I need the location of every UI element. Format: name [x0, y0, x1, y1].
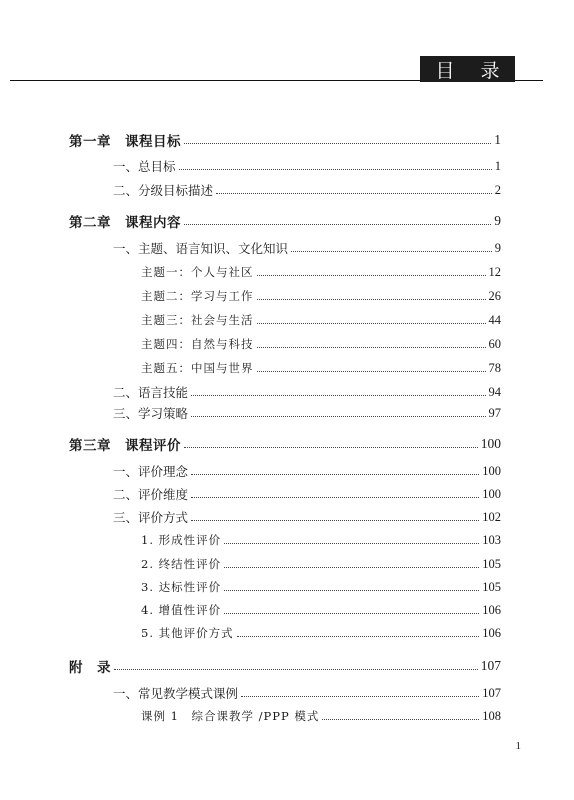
toc-entry-page: 26: [488, 288, 501, 303]
toc-entry[interactable]: [69, 213, 501, 229]
dot-leader: [257, 347, 486, 348]
toc-entry-label: 一、总目标: [113, 159, 176, 174]
dot-leader: [237, 636, 480, 637]
dot-leader: [257, 275, 486, 276]
toc-entry-page: 60: [488, 336, 501, 351]
dot-leader: [257, 299, 486, 300]
toc-entry[interactable]: [141, 556, 501, 572]
dot-leader: [191, 474, 479, 475]
toc-entry-label: 三、学习策略: [113, 406, 189, 421]
toc-entry[interactable]: [141, 625, 501, 641]
dot-leader: [114, 669, 478, 670]
toc-entry-label: 第二章 课程内容: [69, 215, 181, 231]
toc-entry[interactable]: [141, 312, 501, 328]
toc-entry[interactable]: [141, 532, 501, 548]
toc-entry[interactable]: [113, 405, 501, 421]
toc-entry-label: 1. 形成性评价: [141, 533, 222, 547]
toc-entry-page: 44: [488, 312, 501, 327]
dot-leader: [224, 613, 479, 614]
toc-entry[interactable]: [113, 509, 501, 525]
toc-entry-label: 3. 达标性评价: [141, 580, 222, 594]
toc-entry-label: 二、语言技能: [113, 385, 189, 400]
toc-entry-label: 课例 1 综合课教学 /PPP 模式: [141, 709, 320, 723]
dot-leader: [322, 719, 479, 720]
toc-entry[interactable]: [69, 132, 501, 148]
toc-entry-page: 97: [488, 405, 501, 420]
dot-leader: [191, 497, 479, 498]
toc-entry-label: 主题三：社会与生活: [141, 313, 254, 327]
toc-entry-page: 12: [488, 264, 501, 279]
toc-entry-label: 第一章 课程目标: [69, 134, 181, 150]
toc-entry-label: 第三章 课程评价: [69, 438, 181, 454]
dot-leader: [184, 447, 478, 448]
toc-entry[interactable]: [113, 182, 501, 198]
toc-entry[interactable]: [141, 708, 501, 724]
toc-entry-page: 9: [494, 213, 501, 228]
toc-entry-page: 100: [482, 463, 501, 478]
toc-entry-page: 100: [480, 436, 501, 451]
toc-entry[interactable]: [141, 602, 501, 618]
dot-leader: [241, 696, 479, 697]
toc-entry-label: 二、分级目标描述: [113, 183, 214, 198]
toc-entry-label: 附 录: [69, 660, 111, 676]
dot-leader: [224, 567, 479, 568]
dot-leader: [191, 520, 479, 521]
toc-entry-label: 主题一：个人与社区: [141, 265, 254, 279]
toc-entry-label: 一、常见教学模式课例: [113, 686, 239, 701]
toc-entry-page: 102: [482, 509, 501, 524]
toc-entry[interactable]: [113, 158, 501, 174]
toc-entry-label: 5. 其他评价方式: [141, 626, 234, 640]
toc-entry-page: 100: [482, 486, 501, 501]
dot-leader: [191, 395, 485, 396]
dot-leader: [216, 193, 492, 194]
page-number: 1: [515, 740, 521, 752]
toc-entry-label: 主题二：学习与工作: [141, 289, 254, 303]
toc-entry-page: 78: [488, 360, 501, 375]
toc-entry-page: 107: [480, 658, 501, 673]
toc-entry-label: 一、主题、语言知识、文化知识: [113, 241, 289, 256]
toc-entry-page: 107: [482, 685, 501, 700]
toc-entry-label: 二、评价维度: [113, 487, 189, 502]
toc-entry[interactable]: [69, 436, 501, 452]
toc-entry-page: 94: [488, 384, 501, 399]
dot-leader: [184, 224, 491, 225]
toc-entry-label: 2. 终结性评价: [141, 557, 222, 571]
toc-entry-page: 1: [494, 158, 501, 173]
toc-entry-page: 106: [482, 602, 501, 617]
toc-entry[interactable]: [141, 336, 501, 352]
toc-entry[interactable]: [69, 658, 501, 674]
toc-entry-page: 105: [482, 556, 501, 571]
toc-entry[interactable]: [141, 288, 501, 304]
toc-entry-page: 1: [494, 132, 501, 147]
toc-entry-page: 105: [482, 579, 501, 594]
toc-entry-page: 108: [482, 708, 501, 723]
toc-entry[interactable]: [113, 384, 501, 400]
dot-leader: [179, 169, 492, 170]
toc-entry-label: 主题五：中国与世界: [141, 361, 254, 375]
toc-entry[interactable]: [141, 264, 501, 280]
dot-leader: [291, 251, 492, 252]
toc-entry[interactable]: [113, 486, 501, 502]
toc-entry-label: 一、评价理念: [113, 464, 189, 479]
dot-leader: [224, 543, 479, 544]
toc-entry-label: 4. 增值性评价: [141, 603, 222, 617]
dot-leader: [191, 416, 485, 417]
toc-entry-page: 103: [482, 532, 501, 547]
dot-leader: [224, 590, 479, 591]
dot-leader: [257, 323, 486, 324]
toc-entry[interactable]: [141, 579, 501, 595]
toc-entry-page: 106: [482, 625, 501, 640]
dot-leader: [184, 143, 491, 144]
toc-entry-label: 三、评价方式: [113, 510, 189, 525]
toc-entry[interactable]: [113, 240, 501, 256]
toc-entry-page: 9: [494, 240, 501, 255]
page-title-text: 目 录: [435, 59, 510, 82]
toc-entry-page: 2: [494, 182, 501, 197]
toc-entry-label: 主题四：自然与科技: [141, 337, 254, 351]
toc-entry[interactable]: [113, 463, 501, 479]
dot-leader: [257, 371, 486, 372]
toc-entry[interactable]: [113, 685, 501, 701]
toc-entry[interactable]: [141, 360, 501, 376]
